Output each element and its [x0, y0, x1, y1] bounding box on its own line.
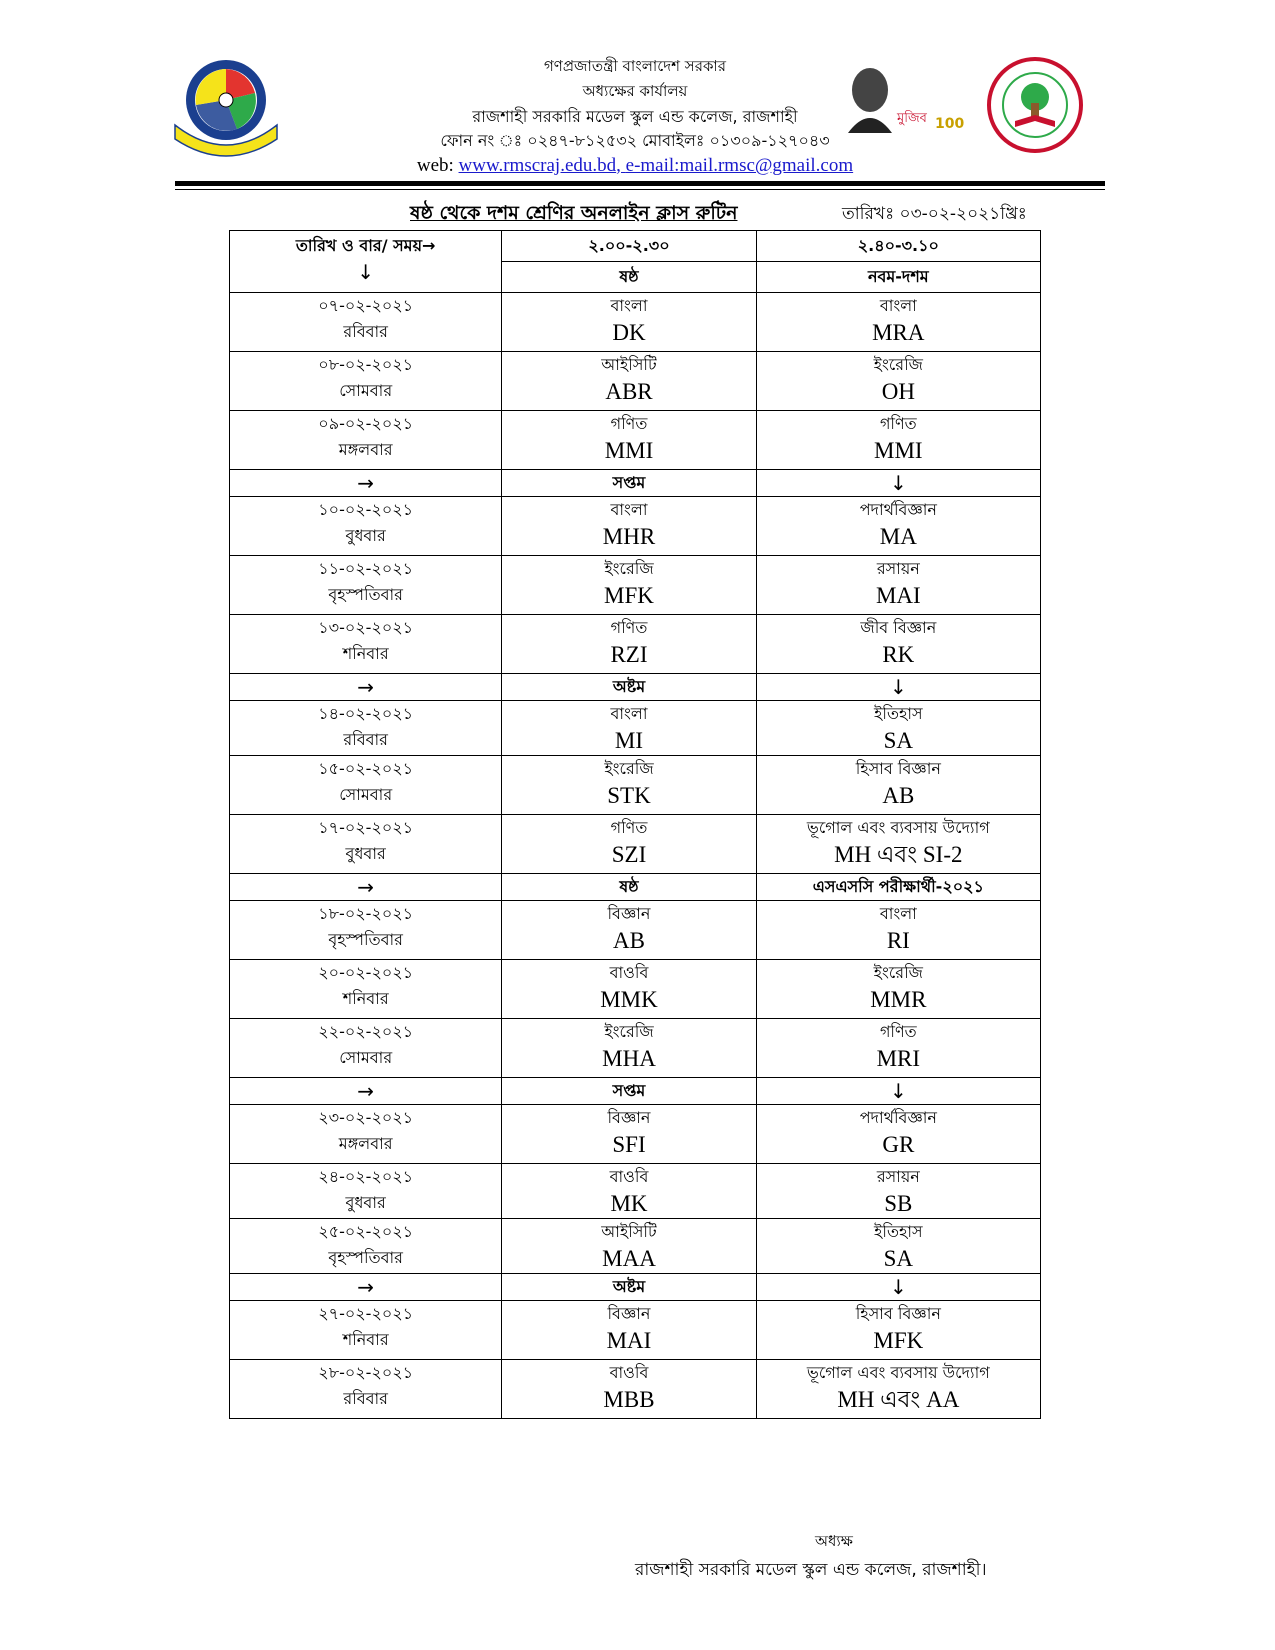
section-arrow-cell [230, 470, 502, 497]
table-row [230, 1301, 1041, 1360]
teacher-code: MMI [604, 438, 654, 463]
subject-text: পদার্থবিজ্ঞান [859, 1108, 937, 1127]
date-text: ০৯-০২-২০২১ [318, 414, 414, 433]
teacher-code: AB [882, 783, 915, 808]
institution-name: রাজশাহী সরকারি মডেল স্কুল এন্ড কলেজ, রাজশাহী [472, 107, 798, 126]
header-rule [175, 181, 1105, 186]
slot-2-header: ২.৪০-৩.১০ [756, 231, 1040, 262]
day-text: মঙ্গলবার [338, 440, 393, 459]
teacher-code: MHR [602, 524, 656, 549]
subject-text: বাংলা [610, 296, 648, 315]
subject-text: গণিত [610, 618, 648, 637]
teacher-code: RK [882, 642, 915, 667]
teacher-code: SA [883, 1246, 914, 1271]
date-cell [230, 497, 502, 556]
teacher-code: AB [613, 928, 645, 953]
date-text: ১৪-০২-২০২১ [318, 704, 414, 723]
section-arrow-cell [230, 674, 502, 701]
right-arrow-icon: → [357, 675, 375, 699]
class-section-row [230, 470, 1041, 497]
slot-1-header: ২.০০-২.৩০ [502, 231, 756, 262]
teacher-code: MMK [600, 987, 658, 1012]
slot-1-cell [502, 556, 756, 615]
slot-1-cell [502, 497, 756, 556]
date-text: ১১-০২-২০২১ [318, 559, 414, 578]
subject-text: ভূগোল এবং ব্যবসায় উদ্যোগ [806, 818, 990, 837]
routine-title: ষষ্ঠ থেকে দশম শ্রেণির অনলাইন ক্লাস রুটিন [410, 202, 738, 224]
subject-text: বাংলা [610, 704, 648, 723]
subject-text: পদার্থবিজ্ঞান [859, 500, 937, 519]
motto-logo [985, 55, 1085, 155]
subject-text: হিসাব বিজ্ঞান [855, 759, 941, 778]
subject-text: হিসাব বিজ্ঞান [855, 1304, 941, 1323]
down-arrow-icon: ↓ [889, 1275, 907, 1299]
slot-2-cell [756, 556, 1040, 615]
signatory-institution: রাজশাহী সরকারি মডেল স্কুল এন্ড কলেজ, রাজশাহী। [635, 1560, 987, 1580]
date-text: ১৩-০২-২০২১ [318, 618, 414, 637]
slot-1-cell [502, 352, 756, 411]
section-class-cell: সপ্তম [502, 1078, 756, 1105]
subject-text: আইসিটি [601, 1222, 657, 1241]
table-row [230, 756, 1041, 815]
teacher-code: MMR [870, 987, 927, 1012]
subject-text: ইতিহাস [874, 1222, 923, 1241]
teacher-code: MH এবং AA [837, 1387, 960, 1412]
table-row [230, 960, 1041, 1019]
day-text: শনিবার [342, 989, 389, 1008]
day-text: বুধবার [345, 844, 386, 863]
slot-2-cell [756, 1105, 1040, 1164]
slot-1-cell [502, 1360, 756, 1419]
teacher-code: SA [883, 728, 914, 753]
subject-text: জীব বিজ্ঞান [860, 618, 937, 637]
date-text: ২৫-০২-২০২১ [318, 1222, 414, 1241]
subject-text: গণিত [610, 818, 648, 837]
slot-2-cell [756, 1019, 1040, 1078]
table-row [230, 352, 1041, 411]
date-cell [230, 1105, 502, 1164]
day-text: রবিবার [343, 1389, 388, 1408]
date-cell [230, 352, 502, 411]
day-text: বুধবার [345, 526, 386, 545]
svg-text:100: 100 [935, 116, 965, 132]
right-arrow-icon: → [357, 875, 375, 899]
day-text: বুধবার [345, 1193, 386, 1212]
teacher-code: GR [882, 1132, 915, 1157]
teacher-code: MAA [602, 1246, 656, 1271]
table-row [230, 1105, 1041, 1164]
right-arrow-icon: → [357, 471, 375, 495]
table-row [230, 1164, 1041, 1219]
slot-2-cell [756, 497, 1040, 556]
date-cell [230, 293, 502, 352]
slot-2-cell [756, 1360, 1040, 1419]
date-text: ১০-০২-২০২১ [318, 500, 414, 519]
slot-1-cell [502, 960, 756, 1019]
subject-text: রসায়ন [876, 559, 920, 578]
teacher-code: MRA [872, 320, 925, 345]
section-class-cell [756, 470, 1040, 497]
subject-text: রসায়ন [876, 1167, 920, 1186]
teacher-code: MMI [874, 438, 923, 463]
table-row [230, 556, 1041, 615]
subject-text: গণিত [879, 1022, 917, 1041]
web-label: web: [416, 155, 454, 176]
teacher-code: RI [886, 928, 910, 953]
slot-2-cell [756, 1219, 1040, 1274]
date-cell [230, 1019, 502, 1078]
subject-text: গণিত [879, 414, 917, 433]
right-arrow-icon: → [357, 1079, 375, 1103]
day-text: বৃহস্পতিবার [328, 1248, 403, 1267]
class-section-row [230, 674, 1041, 701]
down-arrow-icon: ↓ [889, 1079, 907, 1103]
subject-text: ইংরেজি [604, 759, 654, 778]
section-class-cell: এসএসসি পরীক্ষার্থী-২০২১ [756, 874, 1040, 901]
slot-1-cell [502, 1301, 756, 1360]
section-arrow-cell [230, 874, 502, 901]
table-row [230, 293, 1041, 352]
day-text: বৃহস্পতিবার [328, 930, 403, 949]
date-cell [230, 1164, 502, 1219]
class-section-row [230, 1078, 1041, 1105]
date-cell [230, 556, 502, 615]
slot-1-cell [502, 1164, 756, 1219]
table-row [230, 901, 1041, 960]
slot-2-cell [756, 615, 1040, 674]
date-text: ২৭-০২-২০২১ [318, 1304, 414, 1323]
date-text: ১৮-০২-২০২১ [318, 904, 414, 923]
day-text: রবিবার [343, 322, 388, 341]
routine-table [229, 230, 1041, 1419]
section-class-cell: সপ্তম [502, 470, 756, 497]
teacher-code: MFK [873, 1328, 924, 1353]
header-date-time: তারিখ ও বার/ সময়→ ↓ [230, 231, 502, 293]
subject-text: বিজ্ঞান [607, 1304, 651, 1323]
teacher-code: OH [881, 379, 915, 404]
slot-1-cell [502, 756, 756, 815]
section-class-cell: অষ্টম [502, 1274, 756, 1301]
teacher-code: SZI [611, 842, 647, 867]
section-class-cell: অষ্টম [502, 674, 756, 701]
signatory-title: অধ্যক্ষ [815, 1532, 853, 1550]
slot-1-cell [502, 815, 756, 874]
subject-text: ইংরেজি [873, 355, 923, 374]
teacher-code: MAI [606, 1328, 652, 1353]
table-row [230, 1360, 1041, 1419]
slot-2-cell [756, 701, 1040, 756]
day-text: বৃহস্পতিবার [328, 585, 403, 604]
teacher-code: MH এবং SI-2 [834, 842, 963, 867]
subject-text: বাংলা [879, 296, 917, 315]
date-text: ০৭-০২-২০২১ [318, 296, 414, 315]
subject-text: ইংরেজি [604, 559, 654, 578]
teacher-code: MA [879, 524, 917, 549]
slot-1-cell [502, 293, 756, 352]
day-text: সোমবার [339, 785, 393, 804]
email-label: e-mail: [625, 155, 680, 176]
table-row [230, 497, 1041, 556]
date-text: ০৮-০২-২০২১ [318, 355, 414, 374]
class-section-row [230, 1274, 1041, 1301]
day-text: রবিবার [343, 730, 388, 749]
teacher-code: MFK [604, 583, 654, 608]
school-logo [165, 55, 287, 155]
teacher-code: MBB [603, 1387, 655, 1412]
date-text: ২২-০২-২০২১ [318, 1022, 414, 1041]
subject-text: ইংরেজি [873, 963, 923, 982]
teacher-code: MK [610, 1191, 648, 1216]
date-cell [230, 1219, 502, 1274]
subject-text: বাওবি [609, 963, 649, 982]
section-arrow-cell [230, 1274, 502, 1301]
subject-text: বাংলা [610, 500, 648, 519]
subject-text: গণিত [610, 414, 648, 433]
subject-text: বাওবি [609, 1363, 649, 1382]
subject-text: ভূগোল এবং ব্যবসায় উদ্যোগ [806, 1363, 990, 1382]
down-arrow-icon: ↓ [889, 471, 907, 495]
teacher-code: MAI [875, 583, 921, 608]
slot-1-cell [502, 411, 756, 470]
down-arrow-icon: ↓ [357, 260, 375, 284]
svg-text:মুজিব: মুজিব [897, 111, 927, 126]
routine-date: তারিখঃ ০৩-০২-২০২১খ্রিঃ [842, 204, 1027, 224]
slot-2-cell [756, 756, 1040, 815]
slot-1-cell [502, 901, 756, 960]
date-cell [230, 701, 502, 756]
right-arrow-icon: → [357, 1275, 375, 1299]
teacher-code: RZI [610, 642, 648, 667]
date-cell [230, 756, 502, 815]
date-text: ১৭-০২-২০২১ [318, 818, 414, 837]
slot-1-cell [502, 1219, 756, 1274]
date-cell [230, 411, 502, 470]
subject-text: বিজ্ঞান [607, 904, 651, 923]
subject-text: বাংলা [879, 904, 917, 923]
section-class-cell: ষষ্ঠ [502, 262, 756, 293]
web-line: web: www.rmscraj.edu.bd, e-mail:mail.rmsc@gmail.com [416, 155, 854, 176]
date-text: ২০-০২-২০২১ [318, 963, 414, 982]
date-cell [230, 1301, 502, 1360]
slot-2-cell [756, 411, 1040, 470]
subject-text: ইংরেজি [604, 1022, 654, 1041]
teacher-code: MI [614, 728, 644, 753]
section-class-cell: নবম-দশম [756, 262, 1040, 293]
teacher-code: STK [607, 783, 651, 808]
section-arrow-cell [230, 1078, 502, 1105]
slot-1-cell [502, 701, 756, 756]
down-arrow-icon: ↓ [889, 675, 907, 699]
table-row [230, 411, 1041, 470]
table-row [230, 615, 1041, 674]
date-cell [230, 815, 502, 874]
section-class-cell: ষষ্ঠ [502, 874, 756, 901]
slot-1-cell [502, 1105, 756, 1164]
website-link[interactable]: www.rmscraj.edu.bd [458, 155, 617, 176]
day-text: মঙ্গলবার [338, 1134, 393, 1153]
table-row [230, 1219, 1041, 1274]
day-text: সোমবার [339, 1048, 393, 1067]
teacher-code: DK [612, 320, 646, 345]
day-text: সোমবার [339, 381, 393, 400]
subject-text: বাওবি [609, 1167, 649, 1186]
table-row [230, 1019, 1041, 1078]
day-text: শনিবার [342, 1330, 389, 1349]
slot-2-cell [756, 352, 1040, 411]
subject-text: ইতিহাস [874, 704, 923, 723]
table-row [230, 701, 1041, 756]
date-cell [230, 615, 502, 674]
teacher-code: SFI [612, 1132, 646, 1157]
date-cell [230, 1360, 502, 1419]
date-text: ২৩-০২-২০২১ [318, 1108, 414, 1127]
header-rule-thin [175, 189, 1105, 190]
slot-2-cell [756, 901, 1040, 960]
slot-2-cell [756, 815, 1040, 874]
govt-title: গণপ্রজাতন্ত্রী বাংলাদেশ সরকার [543, 57, 727, 75]
slot-1-cell [502, 1019, 756, 1078]
class-section-row [230, 874, 1041, 901]
date-text: ২৮-০২-২০২১ [318, 1363, 414, 1382]
email-link[interactable]: mail.rmsc@gmail.com [679, 155, 854, 176]
slot-1-cell [502, 615, 756, 674]
office-title: অধ্যক্ষের কার্যালয় [582, 82, 688, 100]
date-cell [230, 960, 502, 1019]
slot-2-cell [756, 960, 1040, 1019]
teacher-code: ABR [605, 379, 653, 404]
date-text: ২৪-০২-২০২১ [318, 1167, 414, 1186]
section-class-cell [756, 1274, 1040, 1301]
phone-line: ফোন নং ঃ ০২৪৭-৮১২৫৩২ মোবাইলঃ ০১৩০৯-১২৭০৪৩ [440, 131, 830, 150]
section-class-cell [756, 1078, 1040, 1105]
slot-2-cell [756, 1164, 1040, 1219]
section-class-cell [756, 674, 1040, 701]
day-text: শনিবার [342, 644, 389, 663]
teacher-code: MHA [602, 1046, 656, 1071]
date-text: ১৫-০২-২০২১ [318, 759, 414, 778]
subject-text: বিজ্ঞান [607, 1108, 651, 1127]
teacher-code: SB [884, 1191, 913, 1216]
date-cell [230, 901, 502, 960]
slot-2-cell [756, 1301, 1040, 1360]
table-row [230, 815, 1041, 874]
slot-2-cell [756, 293, 1040, 352]
subject-text: আইসিটি [601, 355, 657, 374]
teacher-code: MRI [876, 1046, 921, 1071]
